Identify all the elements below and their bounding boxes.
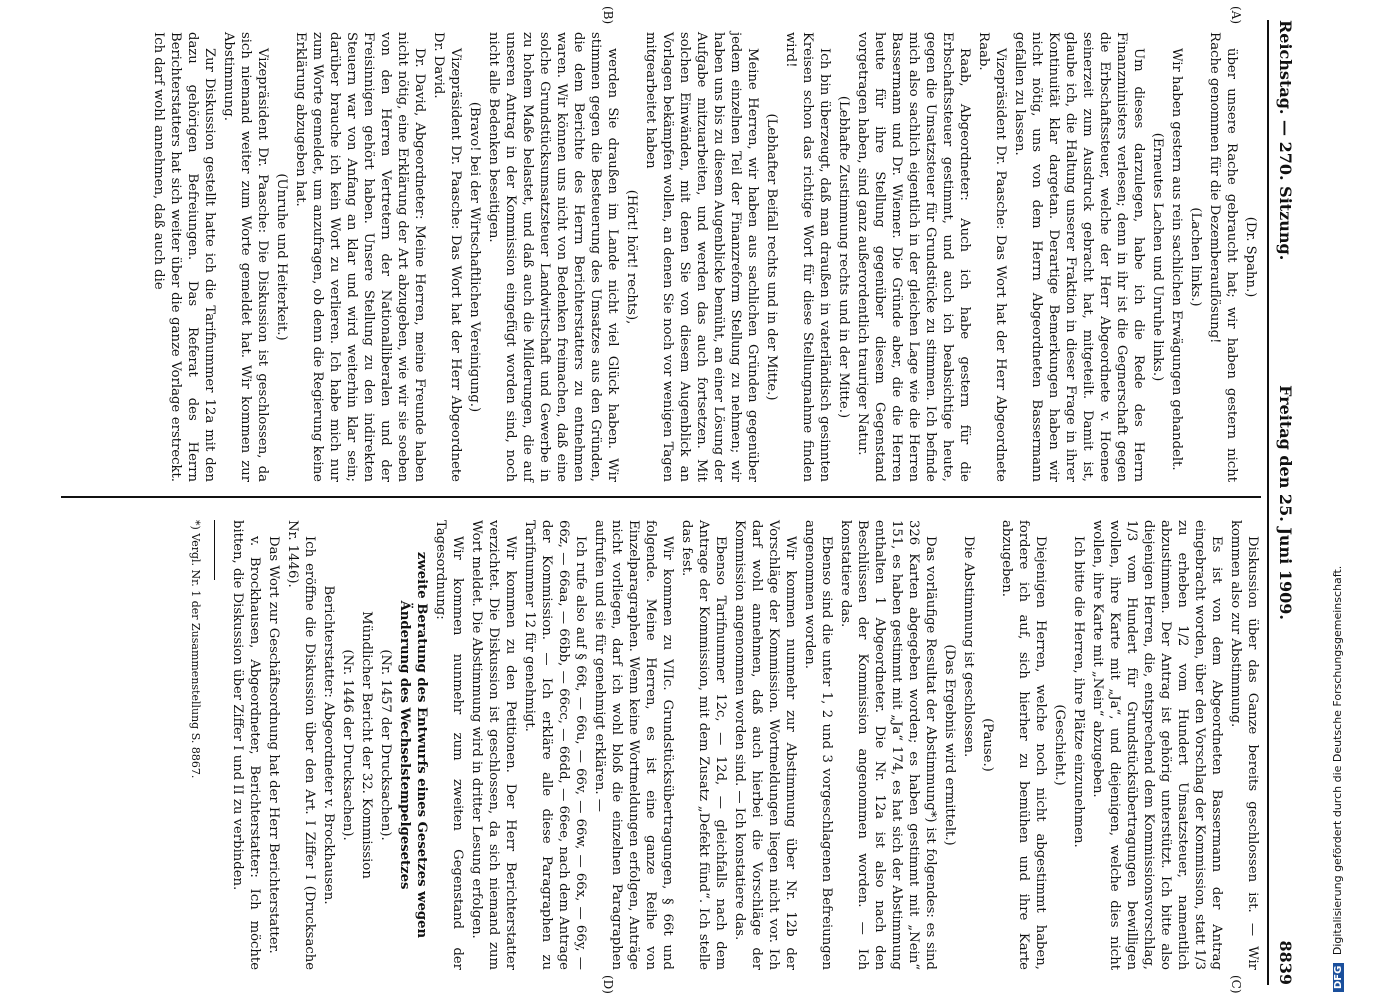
centered-line: (Hört! hört! rechts), — [624, 189, 639, 325]
right-column — [185, 520, 1261, 970]
centered-line: (Dr. Spahn.) — [1243, 216, 1258, 298]
centered-line: (Lachen links.) — [1188, 207, 1203, 307]
centered-line: (Lebhafte Zustimmung rechts und in der Mitte.) — [836, 95, 851, 419]
paragraph: Ich bin überzeugt, daß man draußen in vaterländisch gesinnten Kreisen schon das richtige Wort für diese Stellungnahme finden wird! — [783, 32, 832, 482]
column-divider — [61, 496, 1261, 498]
margin-mark-d: (D) — [601, 975, 615, 994]
centered-line: (Nr. 1457 der Drucksachen). — [378, 649, 393, 841]
left-column — [148, 32, 1261, 482]
paragraph: Dr. David, Abgeordneter: Meine Herren, meine Freunde haben nicht nötig, eine Erklärung der Art abzugeben, wie wir sie soeben von den Herren Vertretern der Nationalliberalen und der Freisinnigen gehört haben. Unsere Stellung zu den indirekten Steuern war von Anfang an klar und wird weiterhin klar sein; darüber brauche ich kein Wort zu verlieren. Ich habe mich nur zum Worte gemeldet, um anzufragen, ob denn die Regierung keine Erklärung abzugeben hat. — [293, 32, 427, 482]
paragraph: Die Abstimmung ist geschlossen. — [961, 536, 976, 758]
centered-line: Mündlicher Bericht der 32. Kommission — [359, 611, 374, 879]
paragraph: Es ist von dem Abgeordneten Bassermann der Antrag eingebracht worden, über den Vorschlag der Kommission, statt 1/3 zu erheben 1/2 vom Hundert Umsatzsteuer, namentlich abzustimmen. Der Antrag ist gehörig unterstützt. Ich bitte also diejenigen Herren, die, entsprechend dem Kommissionsvorschlag, 1/3 vom Hundert für Grundstücksübertragungen bewilligen wollen, ihre Karte mit „Ja“, und diejenigen, welche dies nicht wollen, ihre Karte mit „Nein“ abzugeben. — [1090, 520, 1224, 970]
paragraph: über unsere Rache gebraucht hat; wir haben gestern nicht Rache genommen für die Dezemberauflösung! — [1207, 32, 1239, 482]
paragraph: Wir kommen zu den Petitionen. Der Herr Berichterstatter verzichtet. Die Diskussion ist geschlossen, da sich niemand zum Wort meldet. Die Abstimmung wird in dritter Lesung erfolgen. — [469, 520, 518, 970]
paragraph: Ebenso sind die unter 1, 2 und 3 vorgeschlagenen Befreiungen angenommen worden. — [802, 520, 834, 970]
paragraph: Das Wort zur Geschäftsordnung hat der Herr Berichterstatter. — [266, 536, 281, 954]
header-session: Reichstag. — 270. Sitzung. — [1276, 20, 1295, 261]
centered-line: (Erneutes Lachen und Unruhe links.) — [1150, 132, 1165, 382]
footnote-rule — [214, 520, 215, 580]
paragraph: Wir kommen nunmehr zum zweiten Gegenstand der Tagesordnung: — [433, 520, 465, 970]
header-page-number: 8839 — [1276, 940, 1295, 985]
centered-line: (Pause.) — [980, 718, 995, 772]
centered-line: Berichterstatter: Abgeordneter v. Brockhausen. — [321, 585, 336, 905]
paragraph: Wir kommen nunmehr zur Abstimmung über Nr. 12b der Vorschläge der Kommission. Wortmeldungen liegen nicht vor. Ich darf wohl annehmen, daß auch hierbei die Vorschläge der Kommission angenommen worden sind. — Ich konstatiere das. — [732, 520, 798, 970]
paragraph: Zur Diskussion gestellt hatte ich die Tarifnummer 12a mit den dazu gehörigen Befreiungen. Das Referat des Herrn Berichterstatters hat sich weiter über die ganze Vorlage erstreckt. Ich darf wohl annehmen, daß auch die — [151, 32, 217, 482]
paragraph: Raab, Abgeordneter: Auch ich habe gestern für die Erbschaftssteuer gestimmt, und auch ich beabsichtige heute, gegen die Umsatzsteuer für Grundstücke zu stimmen. Ich befinde mich also sachlich eigentlich in der gleichen Lage wie die Herren Bassermann und Dr. Wiemer. Die Gründe aber, die die Herren heute für ihre Stellung gegenüber diesem Gegenstand vorgetragen haben, sind ganz außerordentlich trauriger Natur. — [855, 32, 972, 482]
centered-line: (Nr. 1446 der Drucksachen). — [340, 649, 355, 841]
paragraph: Ich bitte die Herren, ihre Plätze einzunehmen. — [1071, 536, 1086, 848]
paragraph: v. Brockhausen, Abgeordneter, Berichterstatter: Ich möchte bitten, die Diskussion über Ziffer I und II zu verbinden. — [230, 520, 262, 970]
paragraph: Ich eröffne die Diskussion über den Art. I Ziffer I (Drucksache Nr. 1446). — [285, 520, 317, 970]
digitization-credit — [1305, 0, 1383, 1000]
margin-mark-b: (B) — [601, 6, 615, 25]
centered-line: (Bravo! bei der Wirtschaftlichen Vereinigung.) — [467, 101, 482, 413]
paragraph: Wir kommen zu VIIc. Grundstücksübertragungen, § 66t und folgende. Meine Herren, es ist eine ganze Reihe von Einzelparagraphen. Wenn keine Wortmeldungen erfolgen, Anträge nicht vorliegen, darf ich wohl bloß die einzelnen Paragraphen aufrufen und sie für genehmigt erklären. — — [592, 520, 675, 970]
paragraph: Um dieses darzulegen, habe ich die Rede des Herrn Finanzministers verlesen; denn in ihr ist die Gegnerschaft gegen die Erbschaftssteuer, welche der Herr Abgeordnete v. Hoenee seinerzeit zum Ausdruck gebracht hat, mitgeteilt. Damit ist, glaube ich, die Haltung unserer Fraktion in dieser Frage in ihrer Kontinuität klar dargetan. Derartige Bemerkungen haben wir nicht nötig, uns von dem Herrn Abgeordneten Bassermann gefallen zu lassen. — [1012, 32, 1146, 482]
paragraph: Meine Herren, wir haben aus sachlichen Gründen gegenüber jedem einzelnen Teil der Finanzreform Stellung zu nehmen; wir haben uns bis zu diesem Augenblicke bemüht, an einer Lösung der Aufgabe mitzuarbeiten, und werden das auch fortsetzen. Mit solchen Einwänden, mit denen Sie von diesem Augenblick an Vorlagen bekämpfen wollen, an denen Sie noch vor wenigen Tagen mitgearbeitet haben — [643, 32, 760, 482]
centered-line: zweite Beratung des Entwurfs eines Gesetzes wegen Änderung des Wechselstempelgesetzes — [397, 551, 429, 939]
paragraph: Vizepräsident Dr. Paasche: Das Wort hat der Herr Abgeordnete Raab. — [976, 32, 1008, 482]
paragraph: Das vorläufige Resultat der Abstimmung*) ist folgendes: es sind 326 Karten abgegeben worden; es haben gestimmt mit „Nein“ 151, es haben gestimmt mit „Ja“ 174, es hat sich der Abstimmung enthalten 1 Abgeordneter. Die Nr. 12a ist also nach den Beschlüssen der Kommission angenommen worden. — Ich konstatiere das. — [838, 520, 938, 970]
margin-mark-c: (C) — [1229, 975, 1243, 994]
centered-line: (Geschieht.) — [1052, 704, 1067, 786]
paragraph: Diejenigen Herren, welche noch nicht abgestimmt haben, fordere ich auf, sich hierher zu bemühen und ihre Karte abzugeben. — [999, 520, 1048, 970]
footnote: *) Vergl. Nr. 1 der Zusammenstellung S. 8867. — [189, 520, 202, 779]
header-date: Freitag den 25. Juni 1909. — [1276, 385, 1295, 620]
paragraph: Vizepräsident Dr. Paasche: Die Diskussion ist geschlossen, da sich niemand weiter zum Worte gemeldet hat. Wir kommen zur Abstimmung. — [221, 32, 270, 482]
paragraph: werden Sie draußen im Lande nicht viel Glück haben. Wir stimmen gegen die Besteuerung des Umsatzes aus den Gründen, die dem Berichte des Herrn Berichterstatters zu entnehmen waren. Wir können uns nicht von Bedenken freimachen, daß eine solche Grundstücksumsatzsteuer Landwirtschaft und Gewerbe in zu hohem Maße belastet, und daß auch die Milderungen, die auf unseren Antrag in der Kommission eingefügt worden sind, noch nicht alle Bedenken beseitigen. — [486, 32, 620, 482]
paragraph: Diskussion über das Ganze bereits geschlossen ist. — Wir kommen also zur Abstimmung. — [1228, 520, 1260, 970]
paragraph: Vizepräsident Dr. Paasche: Das Wort hat der Herr Abgeordnete Dr. David. — [431, 32, 463, 482]
paragraph: Ich rufe also auf § 66t, — 66u, — 66v, — 66w, — 66x, — 66y, — 66z, — 66aa, — 66bb, — 66cc, — 66dd, — 66ee, nach dem Antrage der Kommission. — Ich erkläre alle diese Paragraphen zu Tarifnummer 12 für genehmigt. — [522, 520, 588, 970]
page-header — [1267, 20, 1295, 985]
margin-mark-a: (A) — [1229, 6, 1243, 25]
header-rule — [1267, 20, 1269, 985]
dfg-logo: DFG — [1333, 963, 1344, 992]
centered-line: (Unruhe und Heiterkeit.) — [274, 173, 289, 341]
centered-line: (Das Ergebnis wird ermittelt.) — [942, 644, 957, 846]
paragraph: Wir haben gestern aus rein sachlichen Erwägungen gehandelt. — [1169, 48, 1184, 471]
paragraph: Ebenso Tarifnummer 12c, — 12d, — gleichfalls nach dem Antrage der Kommission, mit dem Zusatz „Defekt fünd“. Ich stelle das fest. — [679, 520, 728, 970]
centered-line: (Lebhafter Beifall rechts und in der Mitte.) — [764, 113, 779, 401]
credit-text: Digitalisierung gefördert durch die Deutsche Forschungsgemeinschaft. — [1331, 565, 1344, 956]
